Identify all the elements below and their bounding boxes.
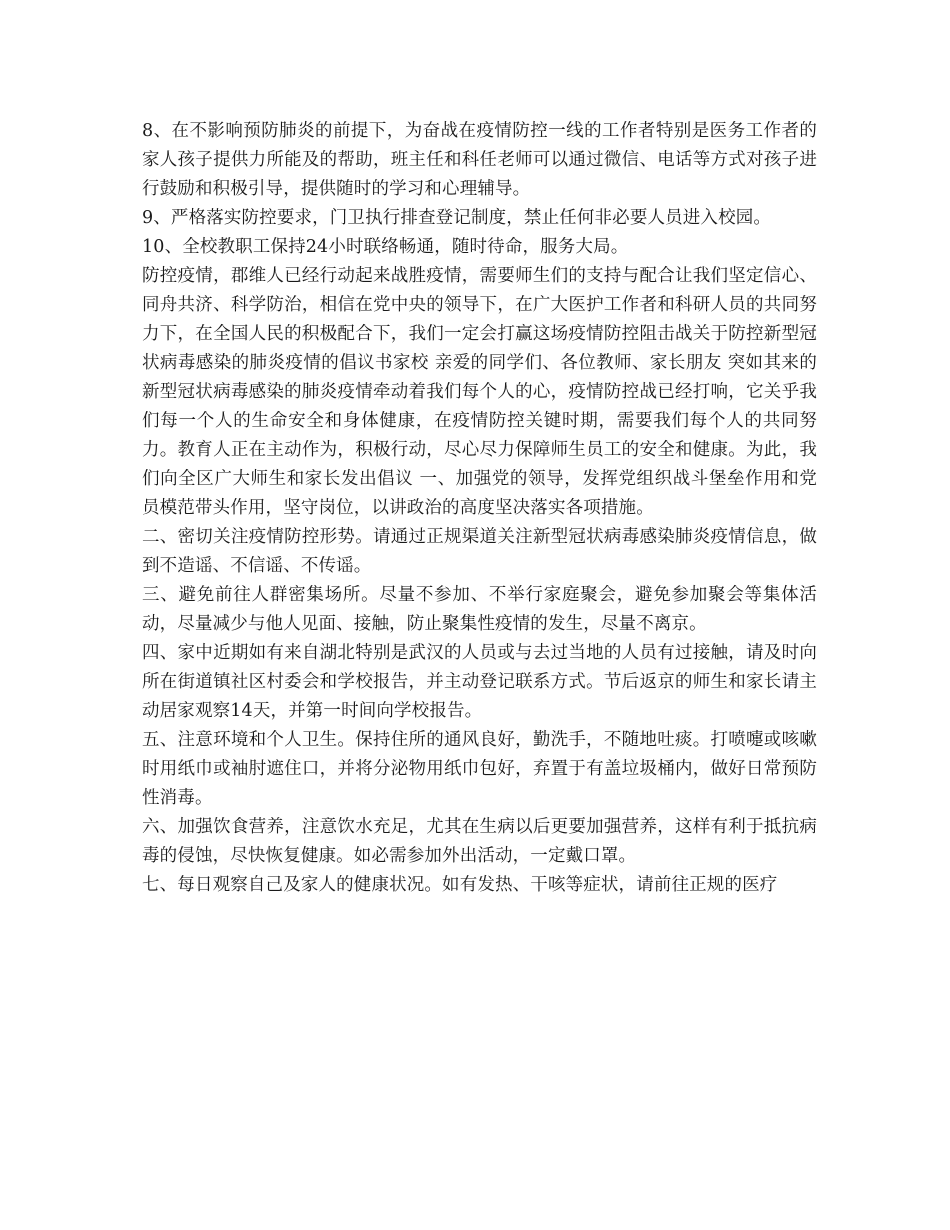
paragraph-point-4: 四、家中近期如有来自湖北特别是武汉的人员或与去过当地的人员有过接触，请及时向所在街道镇社区村委会和学校报告，并主动登记联系方式。节后返京的师生和家长请主动居家观察14天，并第一时间向学校报告。 [142, 643, 817, 721]
paragraph-point-3: 三、避免前往人群密集场所。尽量不参加、不举行家庭聚会，避免参加聚会等集体活动，尽量减少与他人见面、接触，防止聚集性疫情的发生，尽量不离京。 [142, 585, 817, 634]
paragraph-point-2: 二、密切关注疫情防控形势。请通过正规渠道关注新型冠状病毒感染肺炎疫情信息，做到不造谣、不信谣、不传谣。 [142, 527, 817, 576]
paragraph-item-9: 9、严格落实防控要求，门卫执行排查登记制度，禁止任何非必要人员进入校园。 [142, 208, 772, 228]
paragraph-point-5: 五、注意环境和个人卫生。保持住所的通风良好，勤洗手，不随地吐痰。打喷嚏或咳嗽时用纸巾或袖肘遮住口，并将分泌物用纸巾包好，弃置于有盖垃圾桶内，做好日常预防性消毒。 [142, 730, 817, 808]
paragraph-initiative: 防控疫情，郡维人已经行动起来战胜疫情，需要师生们的支持与配合让我们坚定信心、同舟共济、科学防治，相信在党中央的领导下，在广大医护工作者和科研人员的共同努力下，在全国人民的积极配合下，我们一定会打赢这场疫情防控阻击战关于防控新型冠状病毒感染的肺炎疫情的倡议书家校 亲爱的同学们、各位教师、家长朋友 突如其来的新型冠状病毒感染的肺炎疫情牵动着我们每个人的心，疫情防控战已经打响，它关乎我们每一个人的生命安全和身体健康，在疫情防控关键时期，需要我们每个人的共同努力。教育人正在主动作为，积极行动，尽心尽力保障师生员工的安全和健康。为此，我们向全区广大师生和家长发出倡议 一、加强党的领导，发挥党组织战斗堡垒作用和党员模范带头作用，坚守岗位，以讲政治的高度坚决落实各项措施。 [142, 266, 817, 518]
paragraph-item-8: 8、在不影响预防肺炎的前提下，为奋战在疫情防控一线的工作者特别是医务工作者的家人孩子提供力所能及的帮助，班主任和科任老师可以通过微信、电话等方式对孩子进行鼓励和积极引导，提供随时的学习和心理辅导。 [142, 121, 817, 199]
document-body [142, 117, 817, 900]
paragraph-point-6: 六、加强饮食营养，注意饮水充足，尤其在生病以后更要加强营养，这样有利于抵抗病毒的侵蚀，尽快恢复健康。如必需参加外出活动，一定戴口罩。 [142, 817, 817, 866]
paragraph-point-7: 七、每日观察自己及家人的健康状况。如有发热、干咳等症状，请前往正规的医疗 [142, 875, 778, 895]
paragraph-item-10: 10、全校教职工保持24小时联络畅通，随时待命，服务大局。 [142, 237, 629, 257]
